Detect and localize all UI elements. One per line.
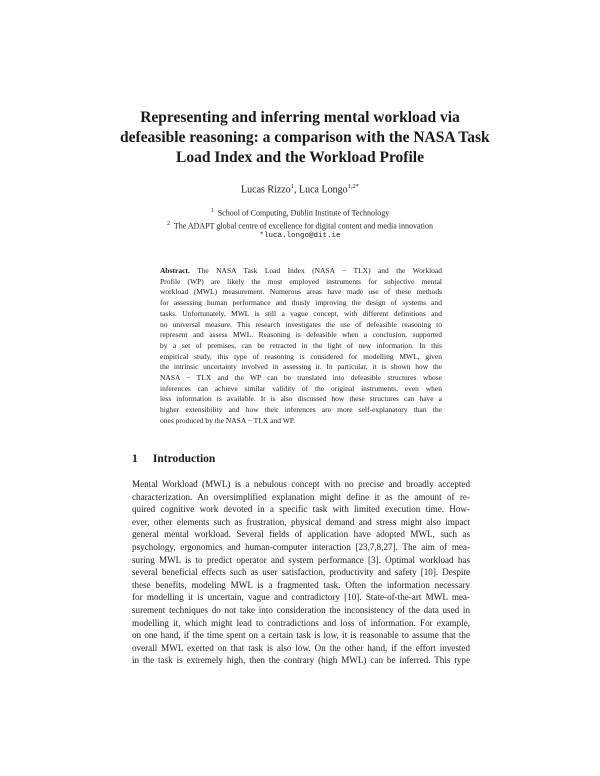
abstract-line: inferences can achieve similar validity of the original instruments, even when	[160, 383, 442, 393]
abstract	[160, 266, 442, 427]
abstract-line: represent and assess MWL. Reasoning is defeasible when a conclusion, supported	[160, 330, 442, 340]
abstract-line: for assessing human performance and thusly improving the design of systems and	[160, 298, 442, 308]
body-line: modelling it, which might lead to contradictions and loss of information. For example,	[132, 617, 470, 628]
body-line: several beneficial effects such as user satisfaction, productivity and safety [10]. Despite	[132, 567, 470, 578]
affiliation-text: School of Computing, Dublin Institute of Technology	[217, 208, 390, 218]
abstract-line: empirical study, this type of reasoning is considered for modelling MWL, given	[160, 351, 442, 361]
author-affil-marker: 1,2*	[347, 183, 359, 190]
abstract-line: by a set of premises, can be retracted in the light of new information. In this	[160, 340, 442, 350]
affiliation	[100, 206, 500, 219]
paper-title	[120, 108, 490, 168]
author-affil-marker: 1	[290, 183, 294, 190]
author-separator: ,	[293, 184, 299, 196]
abstract-line: Profile (WP) are likely the most employed instruments for subjective mental	[160, 276, 442, 286]
abstract-line: higher extensibility and how their inferences are more self-explanatory than the	[160, 405, 442, 415]
body-line: psychology, ergonomics and human-computer interaction [23,7,8,27]. The aim of mea-	[132, 541, 470, 552]
body-line: on one hand, if the time spent on a certain task is low, it is reasonable to assume that the	[132, 630, 470, 641]
title-line: defeasible reasoning: a comparison with the NASA Task	[120, 129, 490, 146]
affiliation	[100, 219, 500, 232]
body-line: overall MWL exerted on that task is also low. On the other hand, if the effort invested	[132, 642, 470, 653]
section-title: Introduction	[152, 453, 216, 465]
abstract-line: less information is available. It is also discussed how these structures can have a	[160, 394, 442, 404]
introduction-text	[132, 478, 470, 667]
body-line: suring MWL is to predict operator and system performance [3]. Optimal workload has	[132, 554, 470, 565]
abstract-label: Abstract.	[160, 266, 190, 275]
abstract-text: The NASA Task Load Index (NASA − TLX) and the Workload	[197, 266, 442, 275]
body-line: quired cognitive work devoted in a specific task with limited execution time. How-	[132, 504, 470, 515]
title-line: Representing and inferring mental workload via	[140, 109, 460, 126]
body-line: characterization. An oversimplified explanation might define it as the amount of re-	[132, 491, 470, 502]
abstract-line: tasks. Unfortunately, MWL is still a vague concept, with different definitions and	[160, 308, 442, 318]
author-list	[100, 180, 500, 196]
body-line: surement techniques do not take into consideration the inconsistency of the data used in	[132, 604, 470, 615]
affiliations	[100, 206, 500, 242]
affiliation-marker: 1	[210, 208, 214, 214]
abstract-line	[160, 266, 442, 277]
abstract-line: NASA − TLX and the WP can be translated into defeasible structures whose	[160, 373, 442, 383]
abstract-line: ones produced by the NASA − TLX and WP.	[160, 415, 295, 425]
abstract-line: the intrinsic uncertainty involved in assessing it. In particular, it is shown how the	[160, 362, 442, 372]
body-line: ever, other elements such as frustration, physical demand and stress might also impact	[132, 516, 470, 527]
author-name: Lucas Rizzo	[241, 184, 291, 196]
body-line: these benefits, modeling MWL is a fragmented task. Often the information necessary	[132, 579, 470, 590]
author-name: Luca Longo	[298, 184, 348, 196]
abstract-line: no universal measure. This research investigates the use of defeasible reasoning to	[160, 319, 442, 329]
section-heading	[132, 452, 472, 466]
body-line: general mental workload. Several fields of application have adopted MWL, such as	[132, 529, 470, 540]
title-line: Load Index and the Workload Profile	[176, 149, 424, 166]
affiliation-text: The ADAPT global centre of excellence for digital content and media innovation	[173, 221, 433, 231]
body-line: in the task is extremely high, then the contrary (high MWL) can be inferred. This type	[132, 655, 470, 666]
contact-email[interactable]: *luca.longo@dit.ie	[259, 232, 341, 241]
abstract-line: workload (MWL) measurement. Numerous areas have made use of these methods	[160, 287, 442, 297]
body-line: for modelling it is uncertain, vague and contradictory [10]. State-of-the-art MWL mea-	[132, 592, 470, 603]
section-number: 1	[132, 453, 138, 465]
affiliation-marker: 2	[167, 220, 171, 227]
body-line: Mental Workload (MWL) is a nebulous concept with no precise and broadly accepted	[132, 479, 470, 489]
